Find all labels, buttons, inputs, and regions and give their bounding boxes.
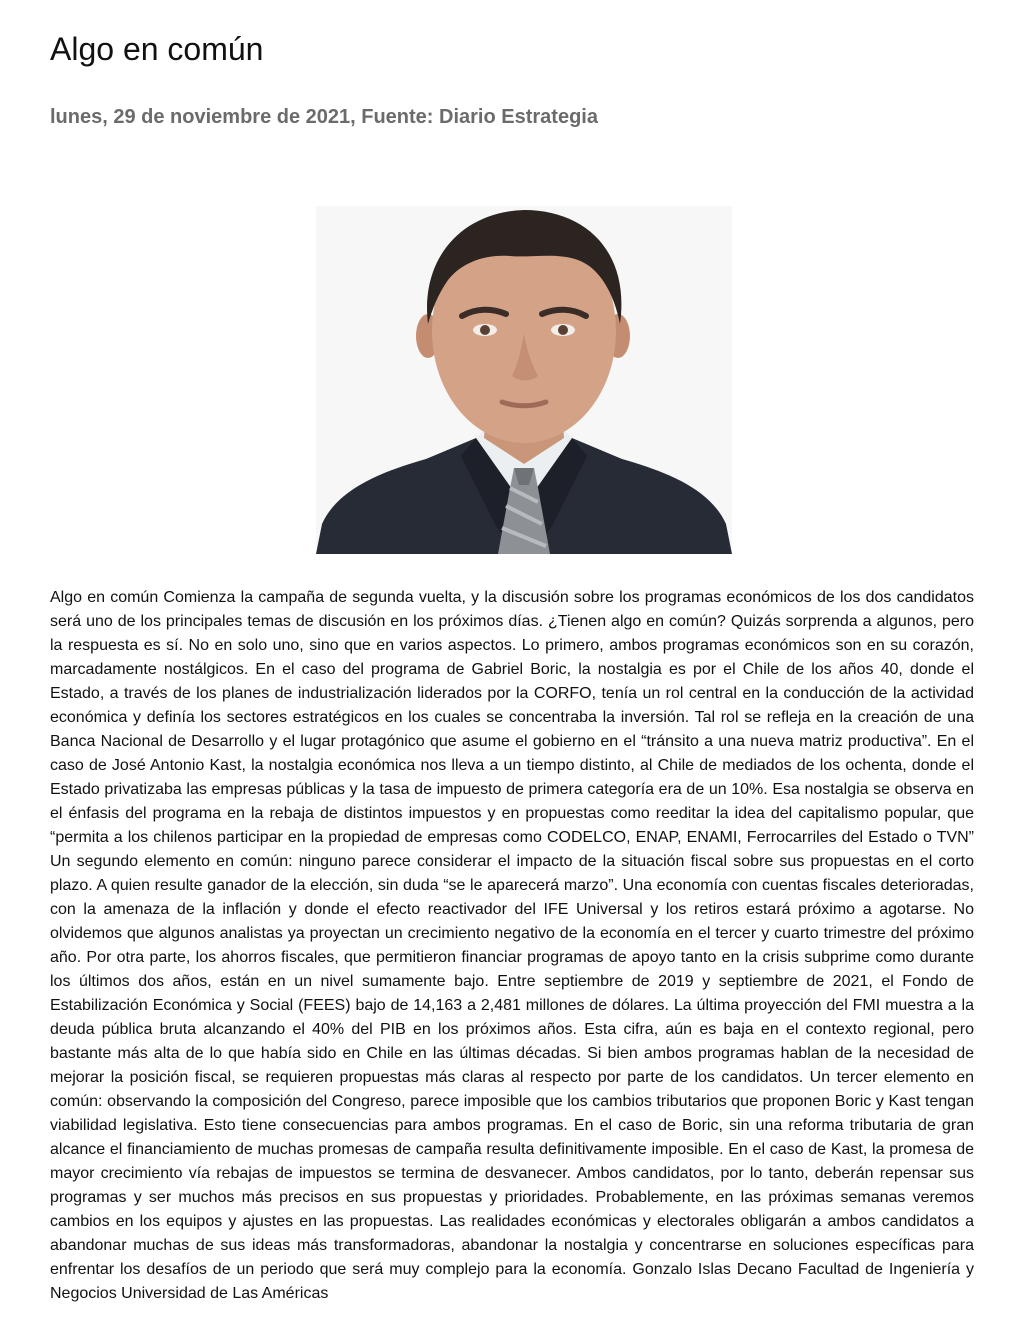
portrait-photo: [316, 206, 732, 554]
article-body: Algo en común Comienza la campaña de segunda vuelta, y la discusión sobre los programas económicos de los dos candidatos será uno de los principales temas de discusión en los próximos días. ¿Tienen algo en común? Quizás sorprenda a algunos, pero la respuesta es sí. No en solo uno, sino que en varios aspectos. Lo primero, ambos programas económicos son en su corazón, marcadamente nostálgicos. En el caso del programa de Gabriel Boric, la nostalgia es por el Chile de los años 40, donde el Estado, a través de los planes de industrialización liderados por la CORFO, tenía un rol central en la conducción de la actividad económica y definía los sectores estratégicos en los cuales se concentraba la inversión. Tal rol se refleja en la creación de una Banca Nacional de Desarrollo y el lugar protagónico que asume el gobierno en el “tránsito a una nueva matriz productiva”. En el caso de José Antonio Kast, la nostalgia económica nos lleva a un tiempo distinto, al Chile de mediados de los ochenta, donde el Estado privatizaba las empresas públicas y la tasa de impuesto de primera categoría era de un 10%. Esa nostalgia se observa en el énfasis del programa en la rebaja de distintos impuestos y en propuestas como reeditar la idea del capitalismo popular, que “permita a los chilenos participar en la propiedad de empresas como CODELCO, ENAP, ENAMI, Ferrocarriles del Estado o TVN” Un segundo elemento en común: ninguno parece considerar el impacto de la situación fiscal sobre sus propuestas en el corto plazo. A quien resulte ganador de la elección, sin duda “se le aparecerá marzo”. Una economía con cuentas fiscales deterioradas, con la amenaza de la inflación y donde el efecto reactivador del IFE Universal y los retiros estará próximo a agotarse. No olvidemos que algunos analistas ya proyectan un crecimiento negativo de la economía en el tercer y cuarto trimestre del próximo año. Por otra parte, los ahorros fiscales, que permitieron financiar programas de apoyo tanto en la crisis subprime como durante los últimos dos años, están en un nivel sumamente bajo. Entre septiembre de 2019 y septiembre de 2021, el Fondo de Estabilización Económica y Social (FEES) bajo de 14,163 a 2,481 millones de dólares. La última proyección del FMI muestra a la deuda pública bruta alcanzando el 40% del PIB en los próximos años. Esta cifra, aún es baja en el contexto regional, pero bastante más alta de lo que había sido en Chile en las últimas décadas. Si bien ambos programas hablan de la necesidad de mejorar la posición fiscal, se requieren propuestas más claras al respecto por parte de los candidatos. Un tercer elemento en común: observando la composición del Congreso, parece imposible que los cambios tributarios que proponen Boric y Kast tengan viabilidad legislativa. Esto tiene consecuencias para ambos programas. En el caso de Boric, sin una reforma tributaria de gran alcance el financiamiento de muchas promesas de campaña resulta definitivamente imposible. En el caso de Kast, la promesa de mayor crecimiento vía rebajas de impuestos se termina de desvanecer. Ambos candidatos, por lo tanto, deberán repensar sus programas y ser muchos más precisos en sus propuestas y prioridades. Probablemente, en las próximas semanas veremos cambios en los equipos y ajustes en las propuestas. Las realidades económicas y electorales obligarán a ambos candidatos a abandonar muchas de sus ideas más transformadoras, abandonar la nostalgia y concentrarse en soluciones específicas para enfrentar los desafíos de un periodo que será muy complejo para la economía. Gonzalo Islas Decano Facultad de Ingeniería y Negocios Universidad de Las Américas: [50, 589, 974, 1302]
article-title: Algo en común: [50, 31, 264, 67]
article-date-source: lunes, 29 de noviembre de 2021, Fuente: Diario Estrategia: [50, 106, 598, 128]
portrait-illustration: [316, 206, 732, 554]
